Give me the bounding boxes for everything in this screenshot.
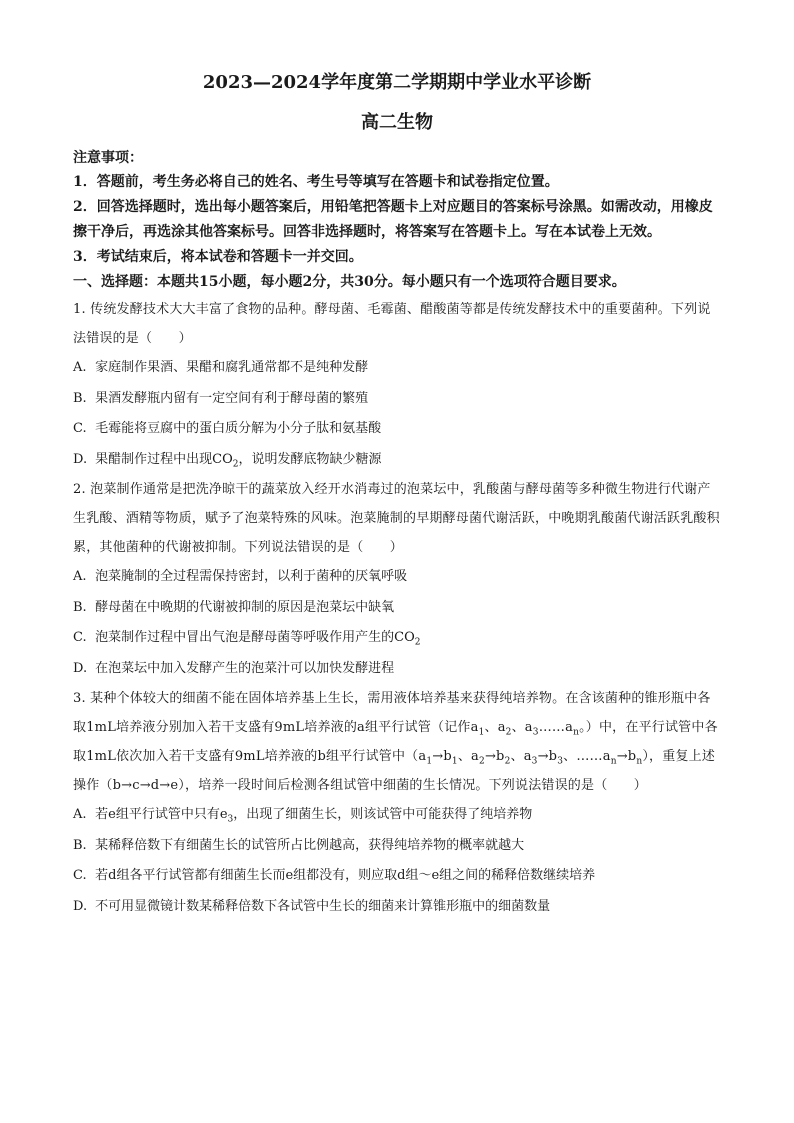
question-stem: 3. 某种个体较大的细菌不能在固体培养基上生长，需用液体培养基来获得纯培养物。在含该菌种的锥形瓶中各取1mL培养液分别加入若干支盛有9mL培养液的a组平行试管（记作$a_1$、$a_2$、$a_3\dots\dots a_n$。）中，在平行试管中各取1mL依次加入若干支盛有9mL培养液的b组平行试管中（$a_1\to b_1$、$a_2\to b_2$、$a_3\to b_3$、$\dots\dots a_n\to b_n$），重复上述操作（b→c→d→e），培养一段时间后检测各组试管中细菌的生长情况。下列说法错误的是（ ） (73, 691, 718, 793)
option-c (73, 861, 721, 892)
option-label: A. (73, 360, 87, 375)
option-c (73, 414, 721, 445)
option-text: 酵母菌在中晚期的代谢被抑制的原因是泡菜坛中缺氧 (95, 599, 395, 615)
option-b (73, 593, 721, 624)
option-d (73, 892, 721, 923)
question-2 (73, 475, 721, 684)
option-b (73, 831, 721, 862)
option-a (73, 353, 721, 384)
option-label: C. (73, 630, 87, 645)
question-3 (73, 684, 721, 922)
option-c (73, 623, 721, 654)
page-title: 2023—2024学年度第二学期期中学业水平诊断 (202, 72, 592, 93)
option-text: 在泡菜坛中加入发酵产生的泡菜汁可以加快发酵进程 (95, 660, 395, 676)
option-text: 果酒发酵瓶内留有一定空间有利于酵母菌的繁殖 (95, 390, 369, 406)
option-text: 若d组各平行试管都有细菌生长而e组都没有，则应取d组～e组之间的稀释倍数继续培养 (95, 868, 596, 883)
option-text: 不可用显微镜计数某稀释倍数下各试管中生长的细菌来计算锥形瓶中的细菌数量 (95, 898, 551, 914)
option-text: 毛霉能将豆腐中的蛋白质分解为小分子肽和氨基酸 (95, 421, 382, 436)
option-text: 泡菜腌制的全过程需保持密封，以利于菌种的厌氧呼吸 (95, 569, 408, 584)
section-heading: 一、选择题：本题共15小题，每小题2分，共30分。每小题只有一个选项符合题目要求。 (73, 274, 626, 290)
option-b (73, 384, 721, 415)
subscript: 3 (227, 814, 234, 825)
question-1 (73, 295, 721, 475)
option-label: A. (73, 569, 87, 584)
option-text: ，说明发酵底物缺少糖源 (238, 451, 382, 467)
option-a (73, 800, 721, 831)
option-text: 若e组平行试管中只有e (95, 807, 228, 822)
option-label: B. (73, 390, 87, 406)
option-d (73, 654, 721, 685)
option-label: D. (73, 451, 88, 467)
option-label: B. (73, 837, 87, 853)
option-d (73, 445, 721, 476)
option-label: C. (73, 868, 87, 883)
option-label: C. (73, 421, 87, 436)
option-a (73, 562, 721, 593)
question-stem: 2. 泡菜制作通常是把洗净晾干的蔬菜放入经开水消毒过的泡菜坛中，乳酸菌与酵母菌等多种微生物进行代谢产生乳酸、酒精等物质，赋予了泡菜特殊的风味。泡菜腌制的早期酵母菌代谢活跃，中晚期乳酸菌代谢活跃乳酸积累，其他菌种的代谢被抑制。下列说法错误的是（ ） (73, 482, 720, 555)
option-label: D. (73, 660, 88, 676)
option-label: B. (73, 599, 87, 615)
option-text: 泡菜制作过程中冒出气泡是酵母菌等呼吸作用产生的CO (95, 630, 415, 645)
option-text: 家庭制作果酒、果醋和腐乳通常都不是纯种发酵 (95, 360, 369, 375)
subscript: 2 (232, 459, 239, 470)
notice-item-1: 1．答题前，考生务必将自己的姓名、考生号等填写在答题卡和试卷指定位置。 (73, 174, 559, 190)
notice-heading: 注意事项： (73, 150, 143, 166)
option-label: D. (73, 898, 88, 914)
page-subtitle: 高二生物 (361, 112, 433, 133)
notice-item-2: 2．回答选择题时，选出每小题答案后，用铅笔把答题卡上对应题目的答案标号涂黑。如需改动，用橡皮擦干净后，再选涂其他答案标号。回答非选择题时，将答案写在答题卡上。写在本试卷上无效。 (73, 199, 713, 240)
notice-item-3: 3．考试结束后，将本试卷和答题卡一并交回。 (73, 249, 363, 265)
question-stem: 1. 传统发酵技术大大丰富了食物的品种。酵母菌、毛霉菌、醋酸菌等都是传统发酵技术中的重要菌种。下列说法错误的是（ ） (73, 302, 711, 346)
option-label: A. (73, 807, 87, 822)
subscript: 2 (414, 637, 421, 648)
option-text: 某稀释倍数下有细菌生长的试管所占比例越高，获得纯培养物的概率就越大 (95, 837, 525, 853)
exam-page (73, 68, 721, 922)
option-text: ，出现了细菌生长，则该试管中可能获得了纯培养物 (233, 807, 533, 822)
option-text: 果醋制作过程中出现CO (95, 451, 233, 467)
